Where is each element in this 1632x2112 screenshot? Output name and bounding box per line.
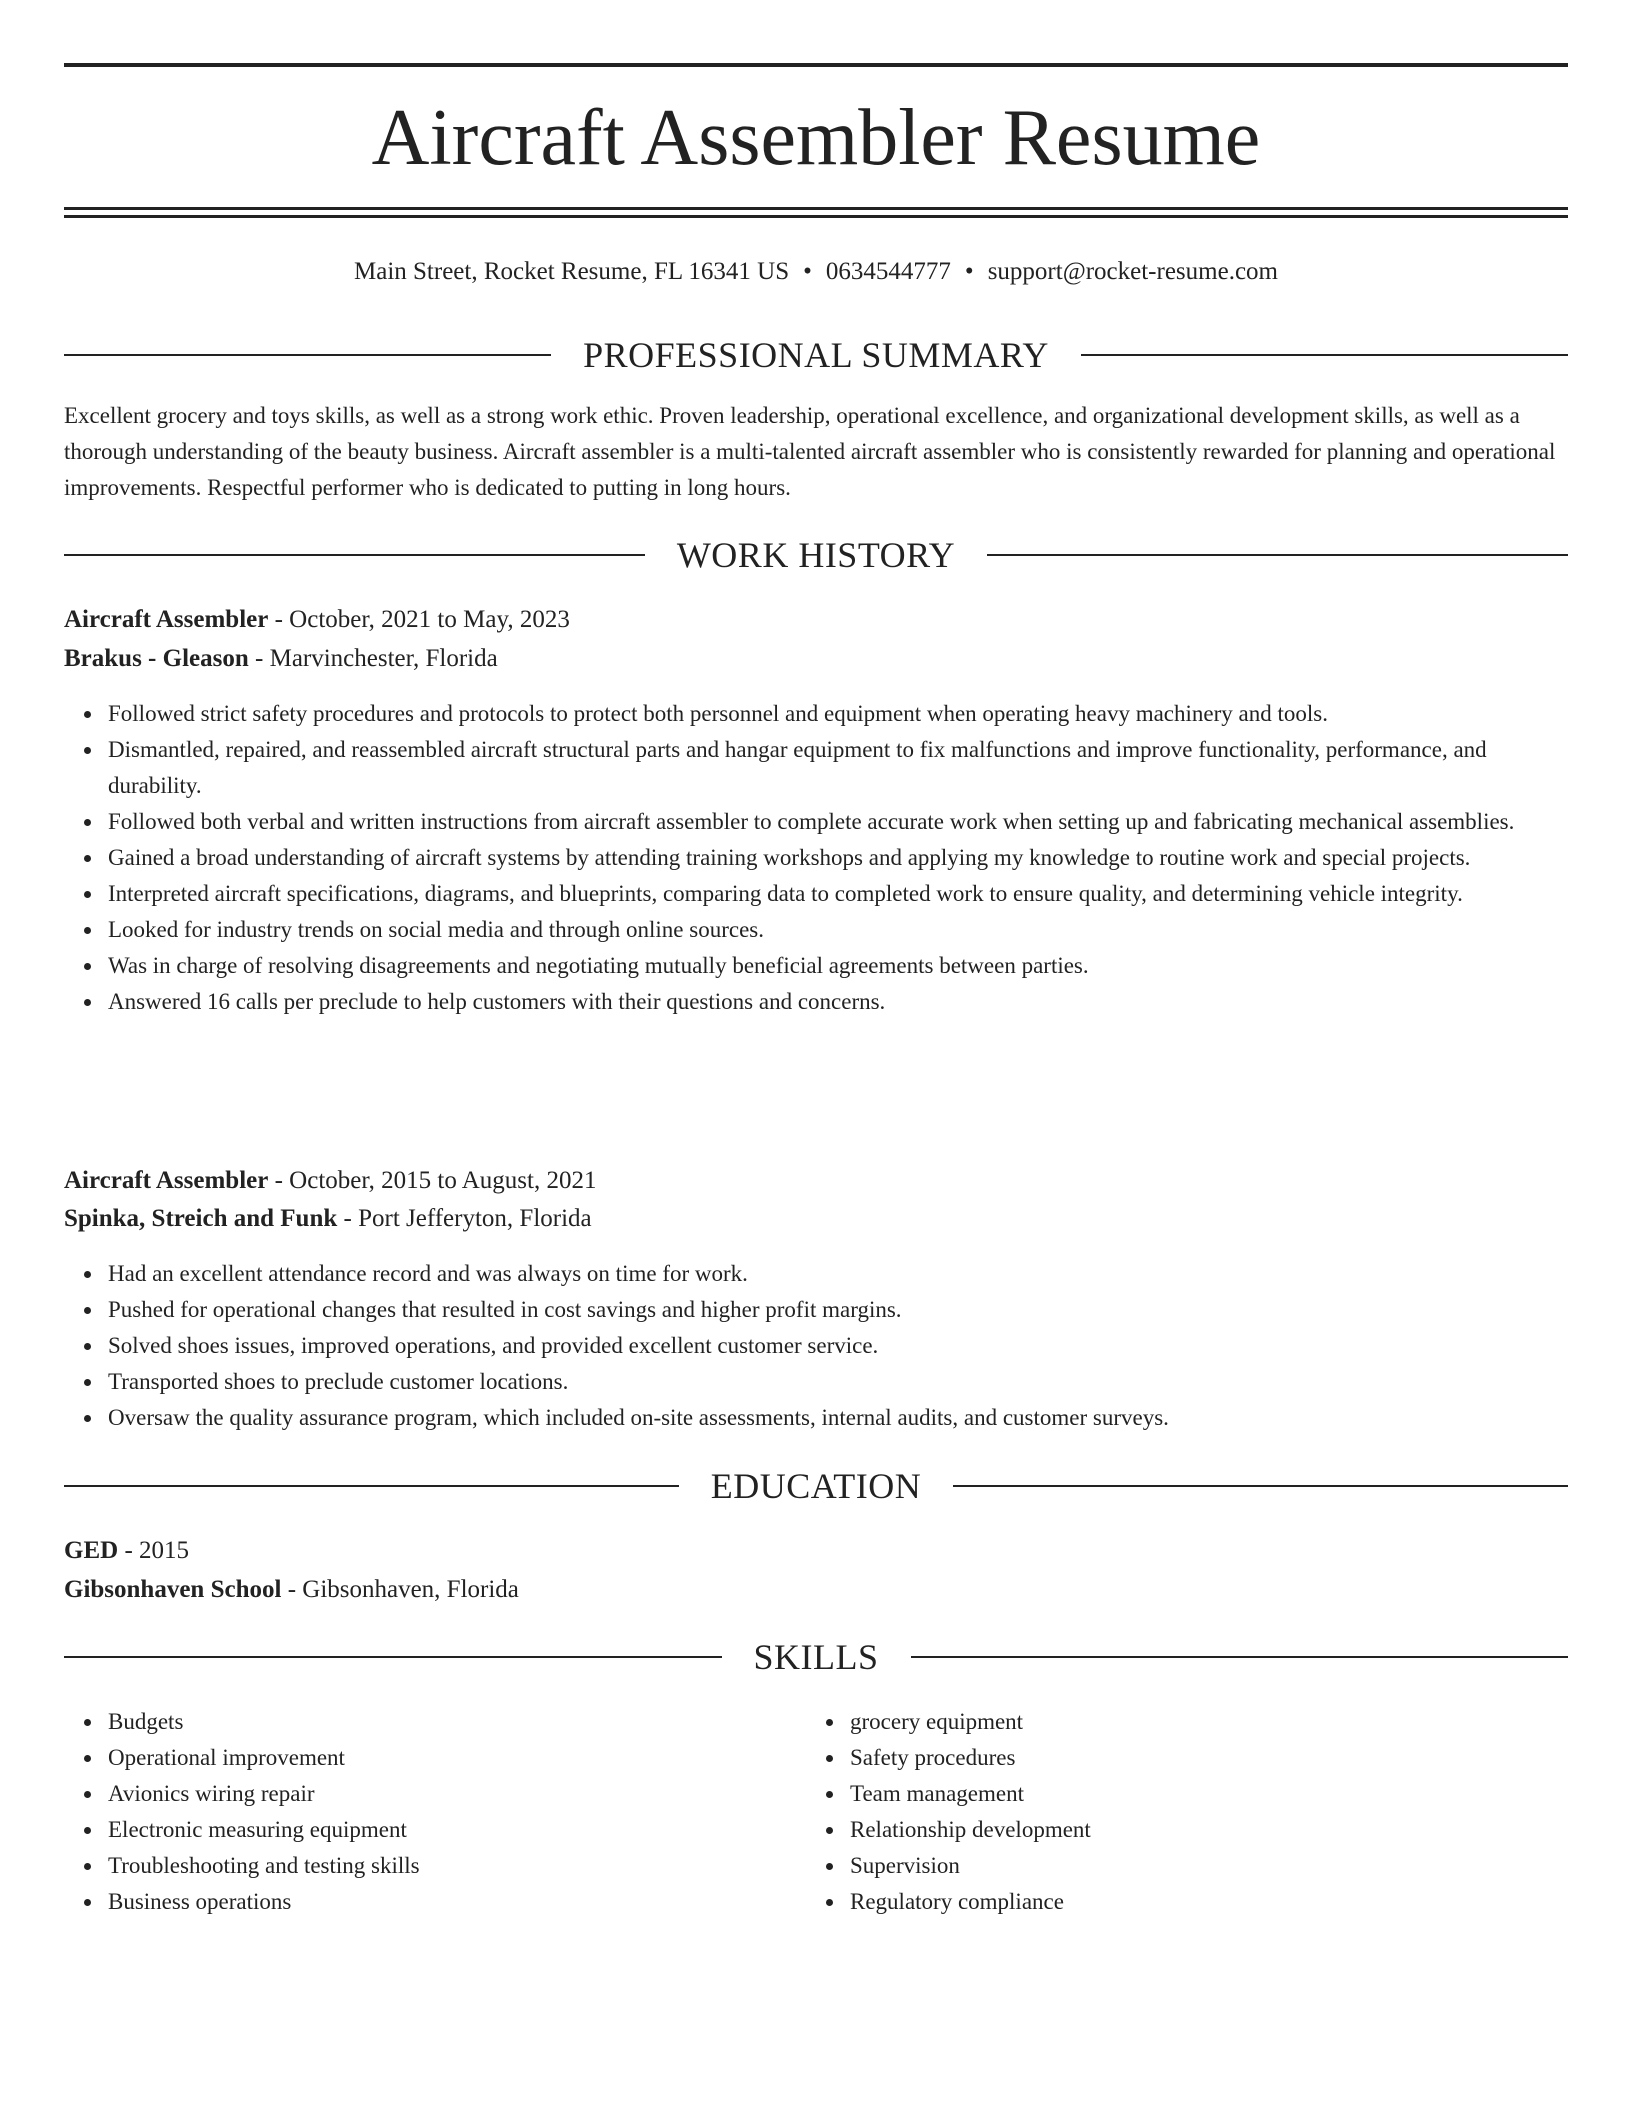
contact-separator: • [964, 258, 974, 285]
skill-item: Safety procedures [850, 1740, 1506, 1776]
section-heading-work-history [64, 532, 1568, 578]
job-bullets [64, 1256, 1568, 1436]
skill-item: grocery equipment [850, 1704, 1506, 1740]
job-company-line [64, 1200, 592, 1238]
list-item: Followed both verbal and written instructions from aircraft assembler to complete accurate work when setting up and fabricating mechanical assemblies. [108, 804, 1568, 840]
job-location: - Port Jefferyton, Florida [337, 1205, 592, 1232]
skill-item: Supervision [850, 1848, 1506, 1884]
list-item: Pushed for operational changes that resulted in cost savings and higher profit margins. [108, 1292, 1568, 1328]
job-company-line [64, 640, 498, 678]
education-year: - 2015 [118, 1537, 190, 1564]
heading-rule [1081, 354, 1568, 356]
contact-line [64, 252, 1568, 292]
education-degree-line [64, 1532, 189, 1570]
job-company: Spinka, Streich and Funk [64, 1205, 338, 1232]
section-title: EDUCATION [710, 1466, 922, 1506]
skill-item: Budgets [108, 1704, 764, 1740]
title-rule-lower [64, 215, 1568, 218]
heading-rule [987, 554, 1568, 556]
list-item: Answered 16 calls per preclude to help customers with their questions and concerns. [108, 984, 1568, 1020]
list-item: Interpreted aircraft specifications, diagrams, and blueprints, comparing data to completed work to ensure quality, and determining vehicle integrity. [108, 876, 1568, 912]
education-school: Gibsonhaven School [64, 1576, 282, 1603]
skills-list-right [806, 1704, 1506, 1920]
contact-email: support@rocket-resume.com [987, 258, 1278, 285]
title-rule-upper [64, 207, 1568, 210]
skill-item: Team management [850, 1776, 1506, 1812]
list-item: Followed strict safety procedures and protocols to protect both personnel and equipment when operating heavy machinery and tools. [108, 696, 1568, 732]
list-item: Solved shoes issues, improved operations, and provided excellent customer service. [108, 1328, 1568, 1364]
skill-item: Relationship development [850, 1812, 1506, 1848]
job-company: Brakus - Gleason [64, 645, 249, 672]
skill-item: Regulatory compliance [850, 1884, 1506, 1920]
job-title: Aircraft Assembler [64, 1167, 269, 1194]
contact-separator: • [803, 258, 812, 285]
heading-rule [953, 1485, 1568, 1487]
heading-rule [911, 1656, 1569, 1658]
contact-phone: 0634544777 [825, 258, 951, 285]
skill-item: Operational improvement [108, 1740, 764, 1776]
job-title-line [64, 601, 570, 639]
education-location: - Gibsonhaven, Florida [281, 1576, 519, 1603]
skills-list-left [64, 1704, 764, 1920]
section-title: SKILLS [753, 1637, 879, 1677]
skill-item: Electronic measuring equipment [108, 1812, 764, 1848]
section-heading-skills [64, 1634, 1568, 1680]
list-item: Gained a broad understanding of aircraft systems by attending training workshops and applying my knowledge to routine work and special projects. [108, 840, 1568, 876]
job-title: Aircraft Assembler [64, 606, 269, 633]
contact-address: Main Street, Rocket Resume, FL 16341 US [354, 258, 790, 285]
summary-text: Excellent grocery and toys skills, as well as a strong work ethic. Proven leadership, operational excellence, and organizational development skills, as well as a thorough understanding of the beauty business. Aircraft assembler is a multi-talented aircraft assembler who is consistently rewarded for planning and operational improvements. Respectful performer who is dedicated to putting in long hours. [64, 403, 1556, 500]
education-school-line [64, 1571, 519, 1609]
top-rule [64, 63, 1568, 67]
list-item: Was in charge of resolving disagreements and negotiating mutually beneficial agreements between parties. [108, 948, 1568, 984]
heading-rule [64, 554, 645, 556]
skill-item: Troubleshooting and testing skills [108, 1848, 764, 1884]
list-item: Had an excellent attendance record and was always on time for work. [108, 1256, 1568, 1292]
skill-item: Business operations [108, 1884, 764, 1920]
section-title: WORK HISTORY [676, 535, 956, 575]
list-item: Oversaw the quality assurance program, which included on-site assessments, internal audits, and customer surveys. [108, 1400, 1568, 1436]
job-bullets [64, 696, 1568, 1020]
list-item: Dismantled, repaired, and reassembled aircraft structural parts and hangar equipment to fix malfunctions and improve functionality, performance, and durability. [108, 732, 1568, 804]
section-title: PROFESSIONAL SUMMARY [583, 335, 1049, 375]
job-dates: - October, 2021 to May, 2023 [268, 606, 570, 633]
job-dates: - October, 2015 to August, 2021 [268, 1167, 597, 1194]
list-item: Transported shoes to preclude customer locations. [108, 1364, 1568, 1400]
education-degree: GED [64, 1537, 119, 1564]
section-heading-education [64, 1463, 1568, 1509]
heading-rule [64, 354, 551, 356]
list-item: Looked for industry trends on social media and through online sources. [108, 912, 1568, 948]
skill-item: Avionics wiring repair [108, 1776, 764, 1812]
section-heading-summary [64, 332, 1568, 378]
page-title: Aircraft Assembler Resume [371, 94, 1261, 182]
heading-rule [64, 1485, 679, 1487]
job-title-line [64, 1162, 596, 1200]
heading-rule [64, 1656, 722, 1658]
job-location: - Marvinchester, Florida [248, 645, 498, 672]
